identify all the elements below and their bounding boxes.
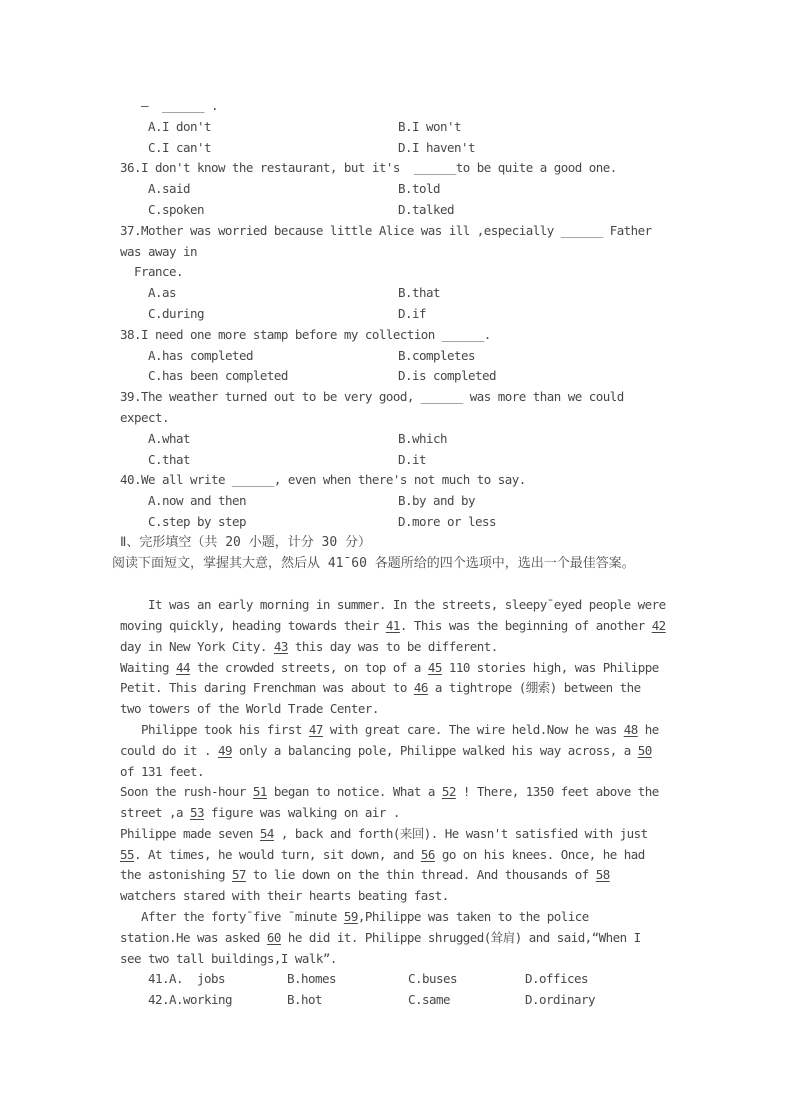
- option-b: B.completes: [398, 347, 475, 363]
- q38-options-cd: [120, 366, 760, 387]
- text-segment: ! There, 1350 feet above the: [455, 784, 659, 800]
- cloze-blank-number: 55: [120, 846, 134, 862]
- cloze-blank-number: 59: [343, 909, 358, 925]
- passage-line-6: [120, 699, 760, 720]
- cloze-blank-number: 57: [231, 867, 246, 883]
- option-b: B.that: [398, 285, 440, 301]
- q39-stem-1: [120, 387, 760, 408]
- text-segment: 40.We all write ______, even when there's not much to say.: [120, 472, 526, 488]
- passage-line-13: [120, 845, 760, 866]
- text-segment: Soon the rush-hour: [120, 784, 253, 800]
- q37-stem-1: [120, 221, 760, 242]
- q36-options-cd: [120, 200, 760, 221]
- passage-line-1: [120, 595, 760, 616]
- text-segment: Petit. This daring Frenchman was about to: [120, 680, 414, 696]
- text-segment: , back and forth(来回). He wasn't satisfied with just: [273, 825, 648, 841]
- option-b: B.which: [398, 430, 447, 446]
- text-segment: a tightrope (绷索) between the: [427, 680, 641, 696]
- cloze-blank-number: 52: [441, 784, 456, 800]
- text-segment: France.: [120, 264, 183, 280]
- option-b: B.by and by: [398, 493, 475, 509]
- q38-stem: [120, 325, 760, 346]
- passage-line-9: [120, 762, 760, 783]
- cloze-blank-number: 60: [266, 929, 281, 945]
- passage-line-4: [120, 658, 760, 679]
- cloze-blank-number: 56: [420, 846, 435, 862]
- passage-line-3: [120, 637, 760, 658]
- passage-line-7: [120, 720, 760, 741]
- option-a: A.as: [148, 285, 176, 301]
- passage-line-18: [120, 949, 760, 970]
- text-segment: with great care. The wire held.Now he was: [322, 721, 624, 737]
- text-segment: 39.The weather turned out to be very good, ______ was more than we could: [120, 389, 624, 405]
- cloze-blank-number: 51: [252, 784, 267, 800]
- q42-options: [120, 990, 760, 1011]
- text-segment: expect.: [120, 409, 169, 425]
- text-segment: 110 stories high, was Philippe: [441, 659, 659, 675]
- text-segment: figure was walking on air .: [203, 805, 400, 821]
- option-b: B.told: [398, 181, 440, 197]
- q36-options-ab: [120, 179, 760, 200]
- text-segment: moving quickly, heading towards their: [120, 617, 386, 633]
- q40-options-ab: [120, 491, 760, 512]
- option-b: D.more or less: [398, 513, 496, 529]
- q35-blank-line: [120, 96, 760, 117]
- passage-line-12: [120, 824, 760, 845]
- text-segment: Ⅱ、完形填空（共 20 小题，计分 30 分）: [120, 534, 372, 550]
- q35-options-ab: [120, 117, 760, 138]
- q37-stem-2: [120, 242, 760, 263]
- passage-line-11: [120, 803, 760, 824]
- option-b: D.talked: [398, 201, 454, 217]
- text-segment: 阅读下面短文，掌握其大意，然后从 41¯60 各题所给的四个选项中，选出一个最佳答案。: [112, 555, 635, 571]
- passage-line-5: [120, 678, 760, 699]
- cloze-blank-number: 45: [427, 659, 442, 675]
- passage-line-17: [120, 928, 760, 949]
- option-c: C.buses: [408, 971, 457, 987]
- text-segment: It was an early morning in summer. In the streets, sleepy¯eyed people were: [120, 597, 666, 613]
- option-a: A.I don't: [148, 118, 211, 134]
- cloze-blank-number: 50: [637, 742, 652, 758]
- q40-stem: [120, 470, 760, 491]
- text-segment: . At times, he would turn, sit down, and: [134, 846, 421, 862]
- passage-line-14: [120, 865, 760, 886]
- q39-options-cd: [120, 450, 760, 471]
- q35-options-cd: [120, 138, 760, 159]
- cloze-blank-number: 54: [259, 825, 274, 841]
- text-segment: this day was to be different.: [287, 638, 498, 654]
- option-c: C.same: [408, 992, 450, 1008]
- option-d: D.offices: [525, 971, 588, 987]
- text-segment: to lie down on the thin thread. And thousands of: [245, 867, 596, 883]
- text-segment: ,Philippe was taken to the police: [357, 909, 589, 925]
- section2-header: [120, 533, 760, 554]
- text-segment: two towers of the World Trade Center.: [120, 701, 379, 717]
- q37-stem-3: [120, 262, 760, 283]
- text-segment: he did it. Philippe shrugged(耸肩) and said,“When I: [280, 929, 641, 945]
- option-b: B.hot: [287, 992, 322, 1008]
- cloze-blank-number: 41: [385, 617, 400, 633]
- text-segment: of 131 feet.: [120, 763, 204, 779]
- option-a: C.during: [148, 305, 204, 321]
- option-a: C.spoken: [148, 201, 204, 217]
- text-segment: After the forty¯five ¯minute: [120, 909, 344, 925]
- text-segment: — ______ .: [120, 98, 218, 113]
- option-a: A.said: [148, 181, 190, 197]
- q37-options-ab: [120, 283, 760, 304]
- text-segment: he: [637, 721, 659, 737]
- passage-line-10: [120, 782, 760, 803]
- option-a: A.what: [148, 430, 190, 446]
- cloze-blank-number: 49: [217, 742, 232, 758]
- option-d: D.ordinary: [525, 992, 595, 1008]
- option-a: C.step by step: [148, 513, 246, 529]
- q37-options-cd: [120, 304, 760, 325]
- spacer-line: [120, 574, 760, 595]
- cloze-blank-number: 58: [595, 867, 610, 883]
- cloze-blank-number: 53: [189, 805, 204, 821]
- text-segment: go on his knees. Once, he had: [434, 846, 645, 862]
- text-segment: was away in: [120, 243, 197, 259]
- option-a: A.now and then: [148, 493, 246, 509]
- passage-line-8: [120, 741, 760, 762]
- q38-options-ab: [120, 346, 760, 367]
- option-a: C.has been completed: [148, 368, 288, 384]
- q39-options-ab: [120, 429, 760, 450]
- passage-line-2: [120, 616, 760, 637]
- cloze-blank-number: 42: [651, 617, 666, 633]
- text-segment: 36.I don't know the restaurant, but it's ______to be quite a good one.: [120, 160, 617, 176]
- q41-options: [120, 969, 760, 990]
- text-segment: only a balancing pole, Philippe walked his way across, a: [231, 742, 638, 758]
- q36-stem: [120, 158, 760, 179]
- cloze-blank-number: 46: [413, 680, 428, 696]
- option-a: 41.A. jobs: [148, 971, 225, 987]
- passage-line-15: [120, 886, 760, 907]
- text-segment: day in New York City.: [120, 638, 274, 654]
- option-a: C.that: [148, 451, 190, 467]
- text-segment: could do it .: [120, 742, 218, 758]
- text-segment: see two tall buildings,I walk”.: [120, 950, 337, 966]
- text-segment: began to notice. What a: [266, 784, 442, 800]
- text-segment: Philippe took his first: [120, 721, 309, 737]
- text-segment: station.He was asked: [120, 929, 267, 945]
- passage-line-16: [120, 907, 760, 928]
- cloze-blank-number: 48: [623, 721, 638, 737]
- text-segment: Philippe made seven: [120, 825, 260, 841]
- option-b: B.homes: [287, 971, 336, 987]
- cloze-blank-number: 47: [308, 721, 323, 737]
- text-segment: street ,a: [120, 805, 190, 821]
- cloze-blank-number: 43: [273, 638, 288, 654]
- option-b: D.is completed: [398, 368, 496, 384]
- option-a: A.has completed: [148, 347, 253, 363]
- cloze-blank-number: 44: [175, 659, 190, 675]
- document-content: [112, 96, 760, 1011]
- option-a: C.I can't: [148, 139, 211, 155]
- q39-stem-2: [120, 408, 760, 429]
- text-segment: watchers stared with their hearts beating fast.: [120, 888, 449, 904]
- text-segment: the astonishing: [120, 867, 232, 883]
- option-a: 42.A.working: [148, 992, 232, 1008]
- text-segment: the crowded streets, on top of a: [189, 659, 428, 675]
- text-segment: 38.I need one more stamp before my collection ______.: [120, 326, 491, 342]
- text-segment: 37.Mother was worried because little Alice was ill ,especially ______ Father: [120, 222, 652, 238]
- section2-instruction: [112, 554, 760, 575]
- text-segment: Waiting: [120, 659, 176, 675]
- option-b: D.if: [398, 305, 426, 321]
- text-segment: . This was the beginning of another: [399, 617, 652, 633]
- option-b: D.I haven't: [398, 139, 475, 155]
- q40-options-cd: [120, 512, 760, 533]
- option-b: B.I won't: [398, 118, 461, 134]
- option-b: D.it: [398, 451, 426, 467]
